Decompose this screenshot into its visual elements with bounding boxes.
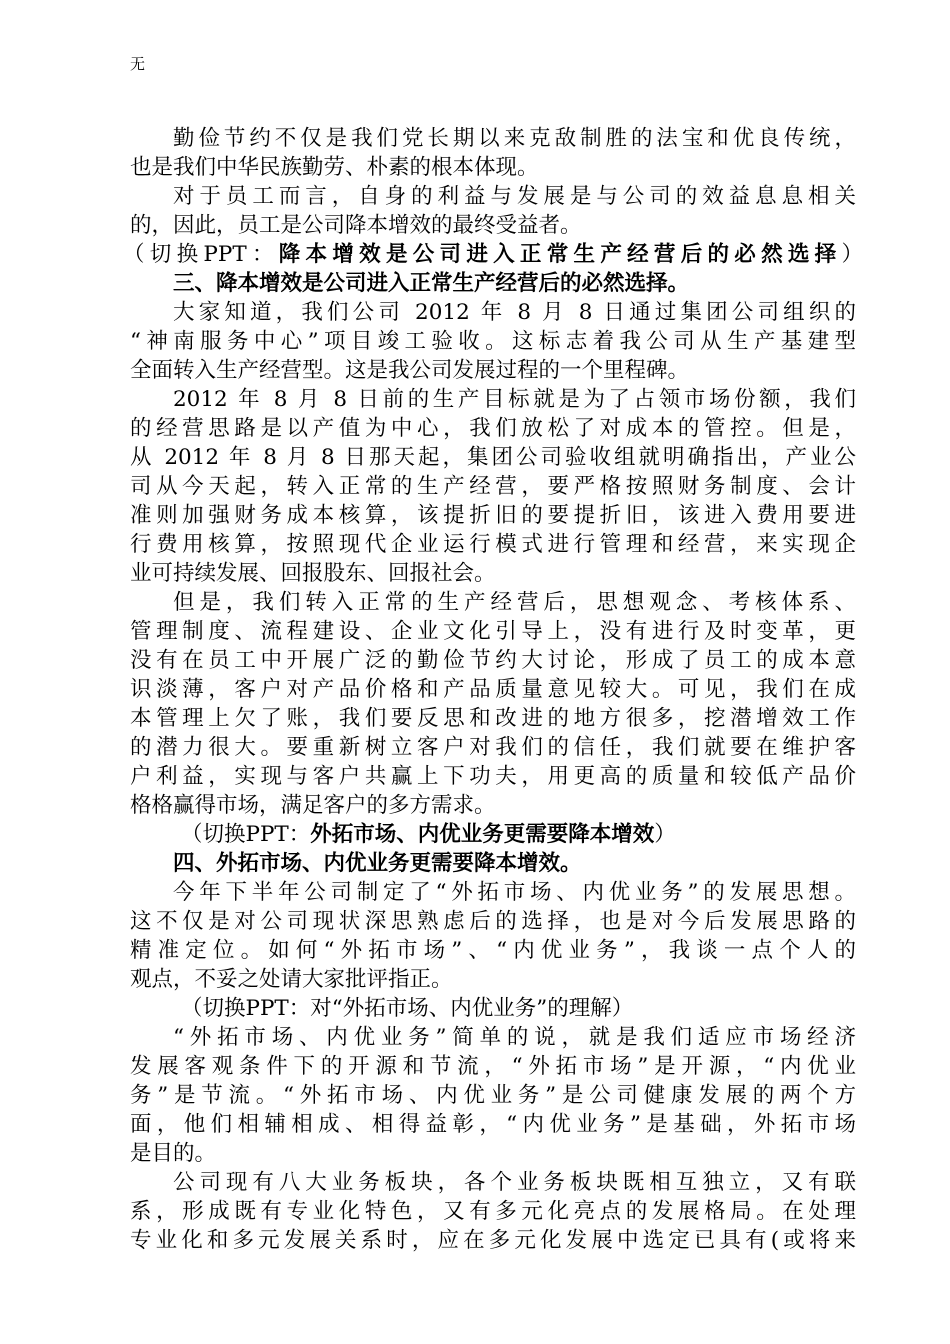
ppt-cue-suffix: ）	[654, 822, 676, 847]
header-mark: 无	[130, 55, 146, 73]
text-line: 的经营思路是以产值为中心，我们放松了对成本的管控。但是，	[130, 416, 856, 441]
document-body	[123, 124, 863, 1255]
text-line: 全面转入生产经营型。这是我公司发展过程的一个里程碑。	[130, 358, 690, 383]
ppt-cue-title: 外拓市场、内优业务更需要降本增效	[310, 822, 655, 847]
text-line: 专业化和多元发展关系时，应在多元化发展中选定已具有(或将来	[130, 1228, 856, 1253]
text-line: 格格赢得市场，满足客户的多方需求。	[130, 793, 496, 818]
text-line: 是目的。	[130, 1141, 217, 1166]
text-line: 户利益，实现与客户共赢上下功夫，用更高的质量和较低产品价	[130, 764, 856, 789]
text-line: 业可持续发展、回报股东、回报社会。	[130, 561, 496, 586]
text-line: 发展客观条件下的开源和节流，“外拓市场”是开源，“内优业	[130, 1054, 856, 1079]
text-line: 也是我们中华民族勤劳、朴素的根本体现。	[130, 155, 539, 180]
text-line: “神南服务中心”项目竣工验收。这标志着我公司从生产基建型	[130, 329, 856, 354]
text-line: 精准定位。如何“外拓市场”、“内优业务”，我谈一点个人的	[130, 938, 856, 963]
text-line: “外拓市场、内优业务”简单的说，就是我们适应市场经济	[173, 1025, 856, 1050]
text-line: 四、外拓市场、内优业务更需要降本增效。	[173, 851, 582, 876]
text-line: 观点，不妥之处请大家批评指正。	[130, 967, 453, 992]
ppt-cue-suffix: ）	[841, 242, 863, 267]
text-line	[123, 240, 863, 269]
ppt-cue-title: 降本增效是公司进入正常生产经营后的必然选择	[278, 242, 842, 267]
text-line: 面，他们相辅相成、相得益彰，“内优业务”是基础，外拓市场	[130, 1112, 856, 1137]
text-line: 勤俭节约不仅是我们党长期以来克敌制胜的法宝和优良传统，	[173, 126, 856, 151]
text-line: （切换PPT：对“外拓市场、内优业务”的理解）	[181, 996, 634, 1021]
text-line: 准则加强财务成本核算，该提折旧的要提折旧，该进入费用要进	[130, 503, 856, 528]
text-line: 2012 年 8 月 8 日前的生产目标就是为了占领市场份额，我们	[173, 387, 856, 412]
text-line: 的潜力很大。要重新树立客户对我们的信任，我们就要在维护客	[130, 735, 856, 760]
text-line: 系，形成既有专业化特色，又有多元化亮点的发展格局。在处理	[130, 1199, 856, 1224]
text-line: 公司现有八大业务板块，各个业务板块既相互独立，又有联	[173, 1170, 856, 1195]
text-line: 今年下半年公司制定了“外拓市场、内优业务”的发展思想。	[173, 880, 856, 905]
ppt-cue-prefix: （切换PPT：	[181, 822, 311, 847]
ppt-cue-prefix: （切换PPT：	[123, 242, 279, 267]
text-line: 三、降本增效是公司进入正常生产经营后的必然选择。	[173, 271, 690, 296]
text-line: 行费用核算，按照现代企业运行模式进行管理和经营，来实现企	[130, 532, 856, 557]
text-line: 管理制度、流程建设、企业文化引导上，没有进行及时变革，更	[130, 619, 856, 644]
text-line: 务”是节流。“外拓市场、内优业务”是公司健康发展的两个方	[130, 1083, 856, 1108]
text-line: 没有在员工中开展广泛的勤俭节约大讨论，形成了员工的成本意	[130, 648, 856, 673]
text-line: 从 2012 年 8 月 8 日那天起，集团公司验收组就明确指出，产业公	[130, 445, 856, 470]
text-line: 但是，我们转入正常的生产经营后，思想观念、考核体系、	[173, 590, 856, 615]
text-line: 本管理上欠了账，我们要反思和改进的地方很多，挖潜增效工作	[130, 706, 856, 731]
text-line: 司从今天起，转入正常的生产经营，要严格按照财务制度、会计	[130, 474, 856, 499]
text-line: 识淡薄，客户对产品价格和产品质量意见较大。可见，我们在成	[130, 677, 856, 702]
text-line: 对于员工而言，自身的利益与发展是与公司的效益息息相关	[173, 184, 856, 209]
text-line	[130, 820, 856, 849]
text-line: 的，因此，员工是公司降本增效的最终受益者。	[130, 213, 582, 238]
text-line: 大家知道，我们公司 2012 年 8 月 8 日通过集团公司组织的	[173, 300, 856, 325]
text-line: 这不仅是对公司现状深思熟虑后的选择，也是对今后发展思路的	[130, 909, 856, 934]
